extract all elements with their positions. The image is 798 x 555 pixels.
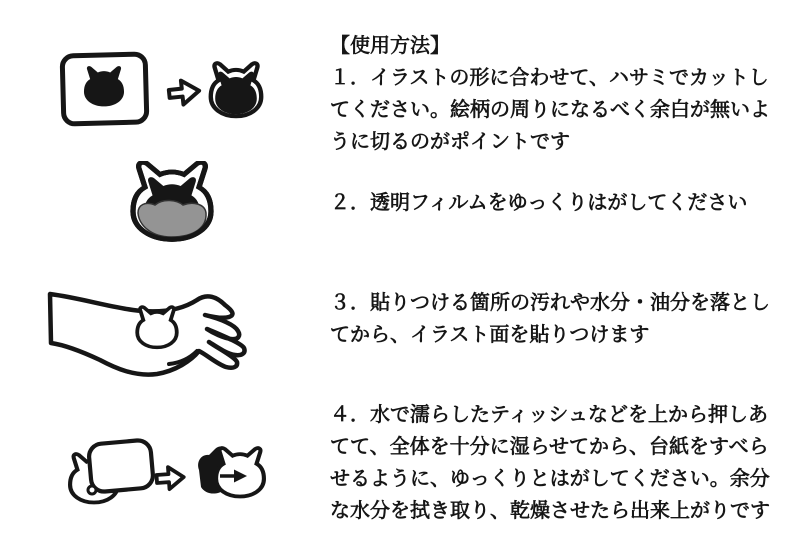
cut-cat-sticker-icon [211, 63, 261, 116]
cut-to-shape-figure [55, 50, 270, 135]
wet-tissue-press-icon [70, 439, 154, 502]
slide-backing-icon [198, 446, 264, 496]
apply-on-hand-figure [45, 283, 260, 383]
step-1-text: １．イラストの形に合わせて、ハサミでカットしてください。絵柄の周りになるべく余白が無いように切るのがポイントです [330, 67, 770, 153]
arrow-right-icon [156, 466, 184, 490]
arrow-right-icon [168, 79, 200, 106]
tissue-icon [88, 439, 154, 492]
step-2-illustration [125, 161, 220, 254]
cat-sticker-peel-icon [133, 162, 211, 239]
step-2-text: ２．透明フィルムをゆっくりはがしてください [330, 192, 748, 214]
peel-film-figure [125, 161, 220, 249]
step-4-illustration [58, 438, 268, 515]
sticker-sheet-icon [62, 54, 147, 124]
step-3-illustration [45, 283, 260, 388]
water-droplet-icon [88, 486, 96, 494]
slide-backing-figure [58, 438, 268, 510]
step-3-text: ３．貼りつける箇所の汚れや水分・油分を落としてから、イラスト面を貼りつけます [330, 292, 770, 346]
cat-outline-on-hand-icon [137, 307, 177, 347]
cat-silhouette-icon [84, 66, 124, 106]
step-4-text: ４．水で濡らしたティッシュなどを上から押しあてて、全体を十分に湿らせてから、台紙をすべらせるように、ゆっくりとはがしてください。余分な水分を拭き取り、乾燥させたら出来上がりです [330, 404, 770, 522]
step-1-illustration [55, 50, 270, 140]
page-title: 【使用方法】 [330, 35, 450, 57]
